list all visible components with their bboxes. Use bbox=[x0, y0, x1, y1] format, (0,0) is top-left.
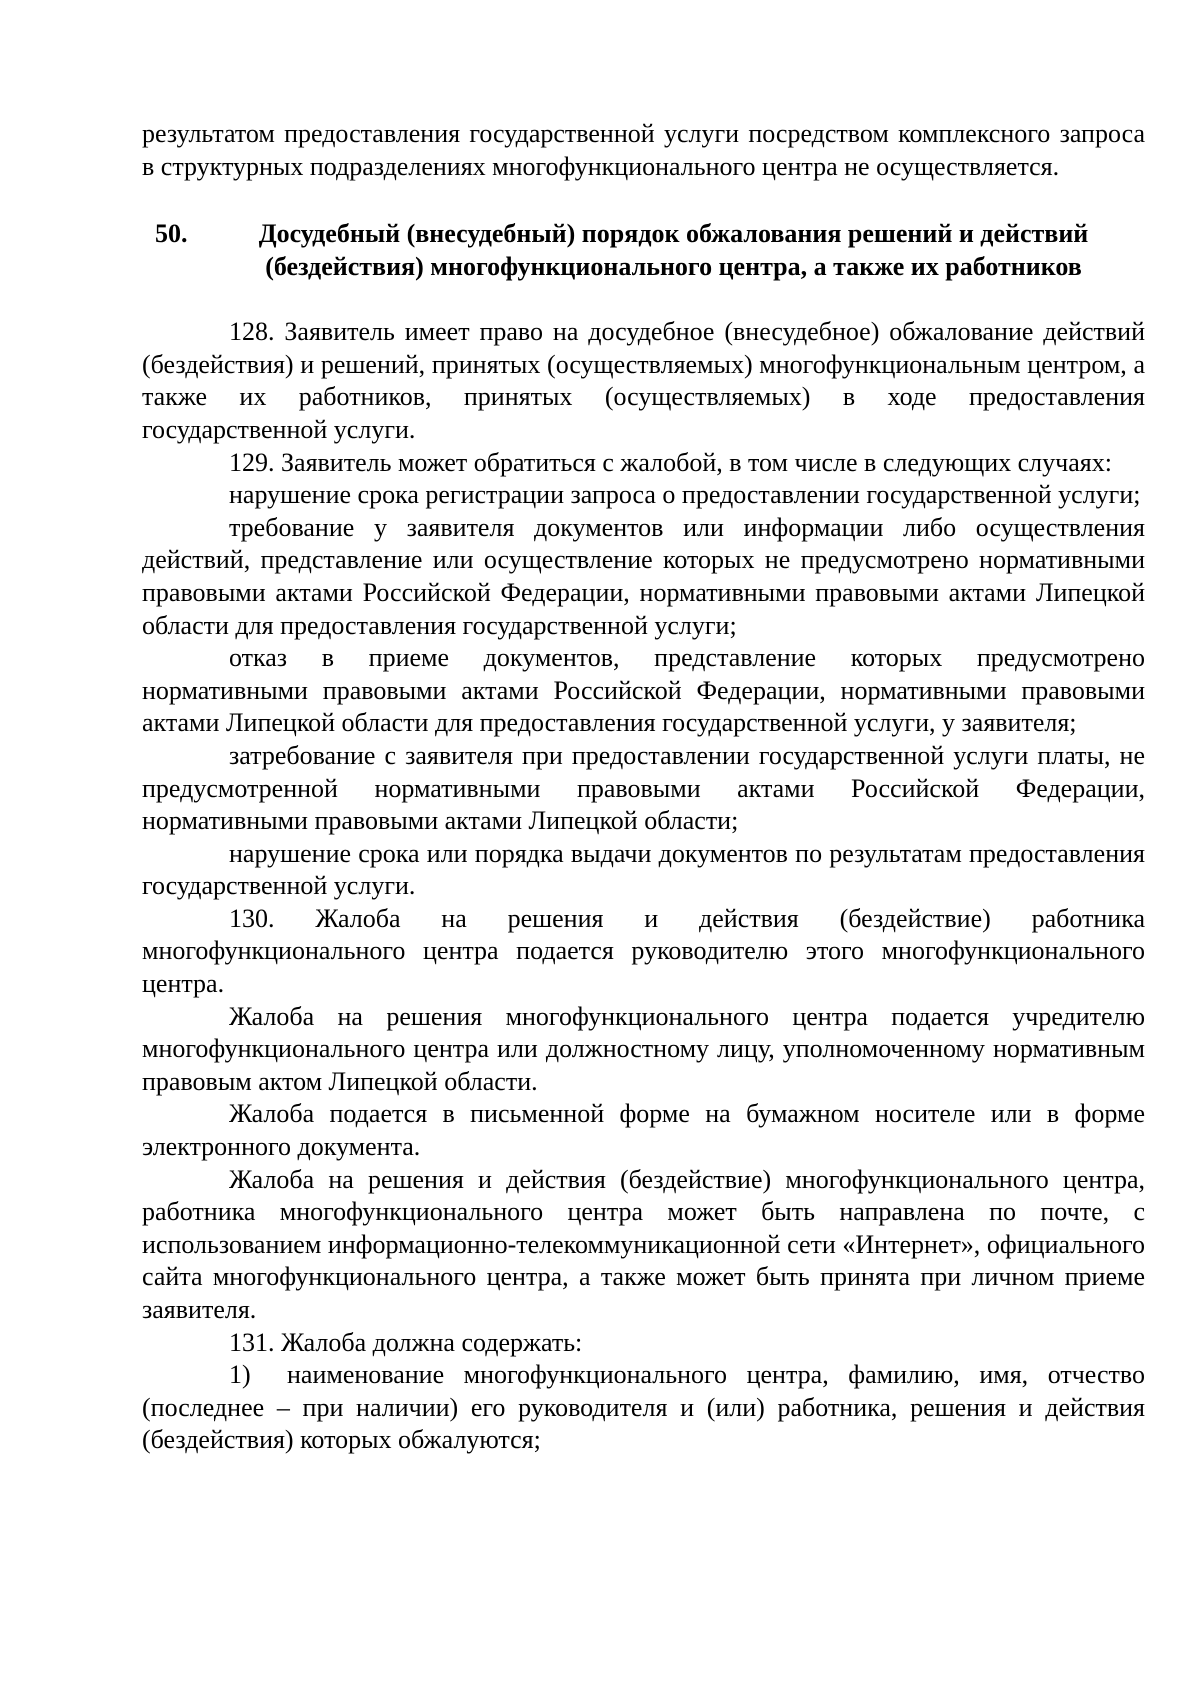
paragraph-129: 129. Заявитель может обратиться с жалобой, в том числе в следующих случаях: bbox=[229, 447, 1112, 477]
list-item-text: наименование многофункционального центра, фамилию, имя, отчество (последнее – при наличии) его руководителя и (или) работника, решения и действия (бездействия) которых обжалуются; bbox=[142, 1360, 1145, 1455]
case-issuance-violation: нарушение срока или порядка выдачи документов по результатам предоставления государственной услуги. bbox=[142, 838, 1145, 901]
section-heading bbox=[142, 217, 1145, 283]
case-unlawful-fee: затребование с заявителя при предоставлении государственной услуги платы, не предусмотренной нормативными правовыми актами Российской Федерации, нормативными правовыми актами Липецкой области; bbox=[142, 740, 1145, 836]
complaint-channels: Жалоба на решения и действия (бездействие) многофункционального центра, работника многофункционального центра может быть направлена по почте, с использованием информационно-телекоммуникационной сети «Интернет», официального сайта многофункционального центра, а также может быть принята при личном приеме заявителя. bbox=[142, 1164, 1145, 1324]
case-registration-violation: нарушение срока регистрации запроса о предоставлении государственной услуги; bbox=[229, 480, 1141, 510]
paragraph-128: 128. Заявитель имеет право на досудебное (внесудебное) обжалование действий (бездействия) и решений, принятых (осуществляемых) многофункциональным центром, а также их работников, принятых (осуществляемых) в ходе предоставления государственной услуги. bbox=[142, 317, 1145, 444]
paragraph-131: 131. Жалоба должна содержать: bbox=[229, 1327, 583, 1357]
section-title-line-2: (бездействия) многофункционального центра, а также их работников bbox=[265, 252, 1082, 282]
section-number: 50. bbox=[155, 219, 188, 249]
case-refusal-to-accept: отказ в приеме документов, представление которых предусмотрено нормативными правовыми актами Российской Федерации, нормативными правовыми актами Липецкой области для предоставления государственной услуги, у заявителя; bbox=[142, 643, 1145, 738]
paragraph-130: 130. Жалоба на решения и действия (бездействие) работника многофункционального центра подается руководителю этого многофункционального центра. bbox=[142, 903, 1145, 999]
document-page bbox=[142, 118, 1145, 1457]
case-extra-documents-required: требование у заявителя документов или информации либо осуществления действий, представление или осуществление которых не предусмотрено нормативными правовыми актами Российской Федерации, нормативными правовыми актами Липецкой области для предоставления государственной услуги; bbox=[142, 512, 1145, 640]
complaint-form: Жалоба подается в письменной форме на бумажном носителе или в форме электронного документа. bbox=[142, 1099, 1145, 1162]
intro-paragraph: результатом предоставления государственной услуги посредством комплексного запроса в структурных подразделениях многофункционального центра не осуществляется. bbox=[142, 119, 1145, 181]
list-item-number: 1) bbox=[229, 1360, 251, 1390]
section-title-line-1: Досудебный (внесудебный) порядок обжалования решений и действий bbox=[258, 219, 1089, 249]
list-item-1 bbox=[142, 1359, 1145, 1457]
complaint-to-founder: Жалоба на решения многофункционального центра подается учредителю многофункционального центра или должностному лицу, уполномоченному нормативным правовым актом Липецкой области. bbox=[142, 1001, 1145, 1096]
